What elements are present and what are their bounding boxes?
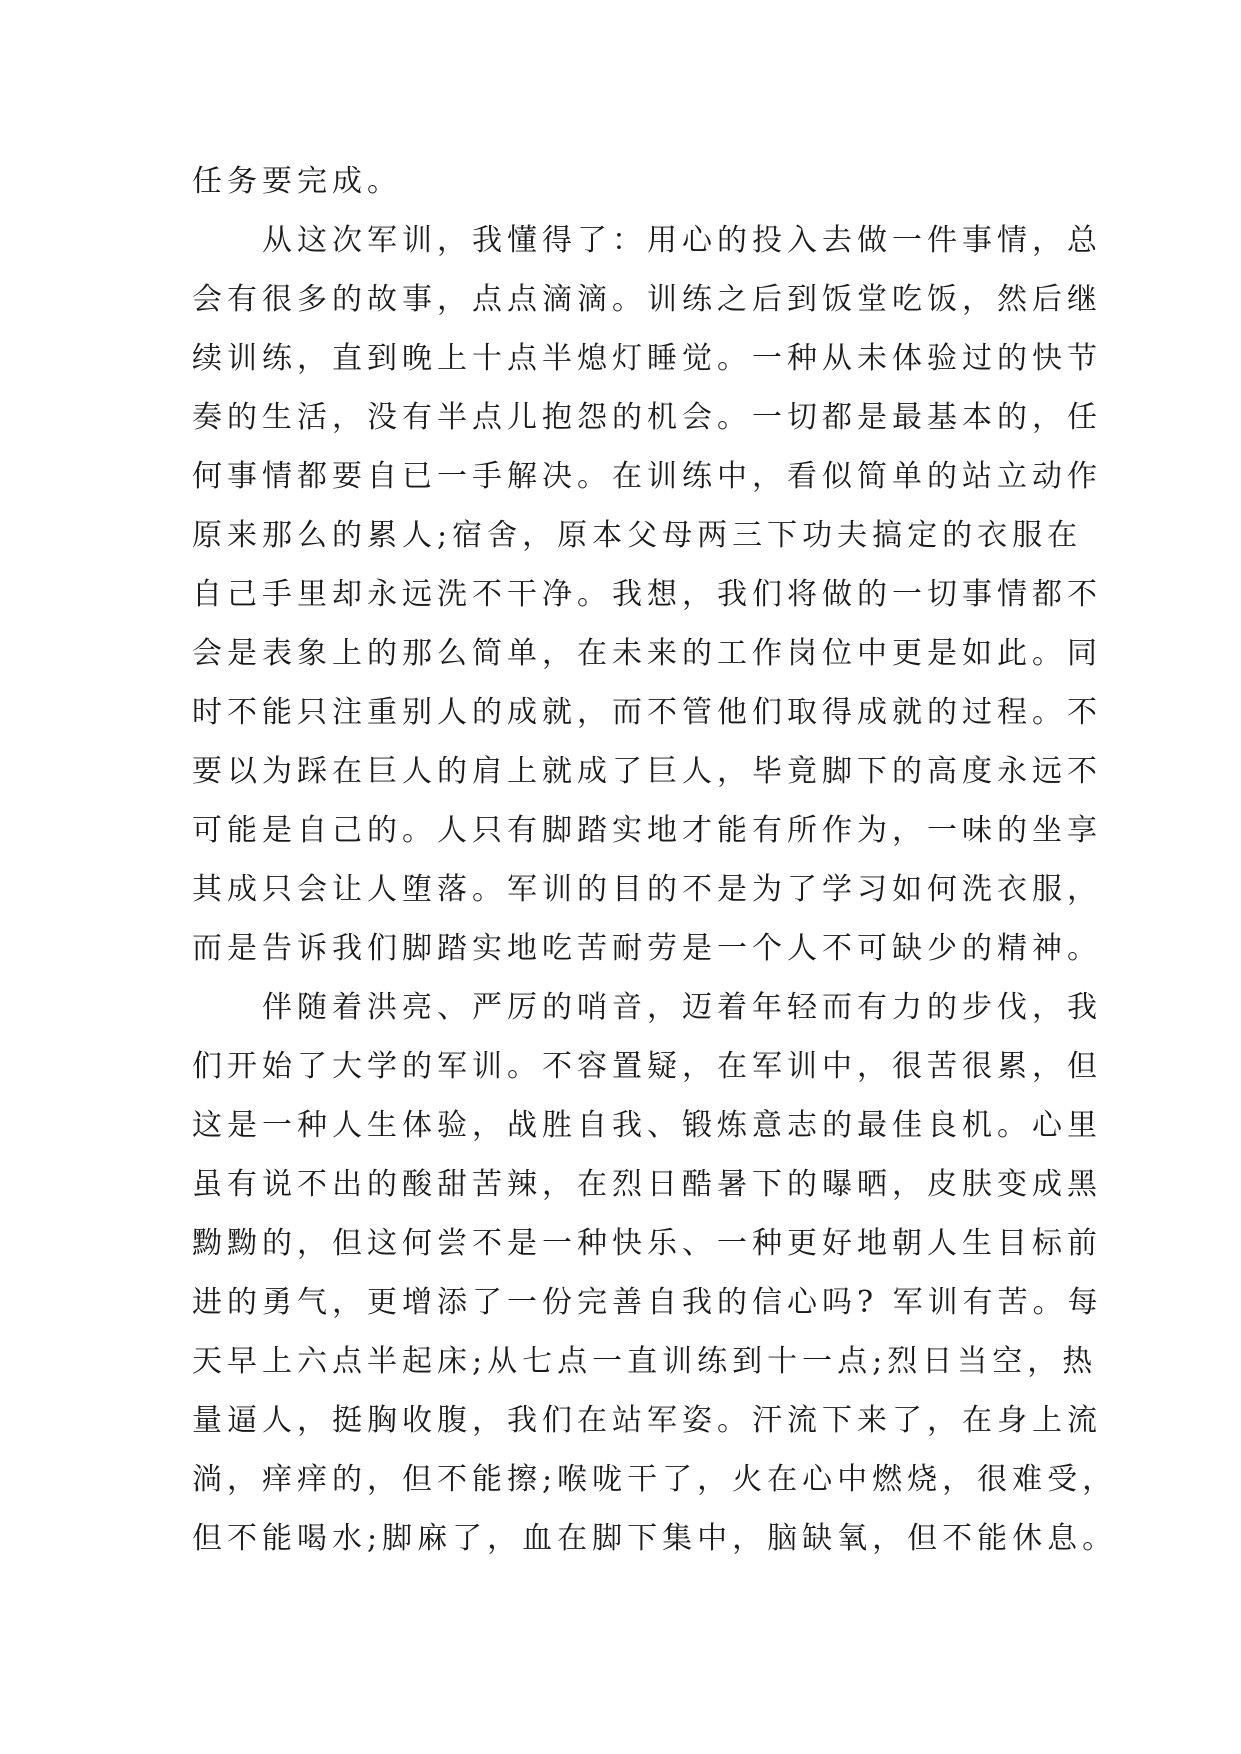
text-line: 会有很多的故事，点点滴滴。训练之后到饭堂吃饭，然后继: [192, 282, 1102, 317]
text-line: 其成只会让人堕落。军训的目的不是为了学习如何洗衣服，: [192, 872, 1102, 907]
text-line: 从这次军训，我懂得了：用心的投入去做一件事情，总: [192, 223, 1102, 258]
text-line: 天早上六点半起床;从七点一直训练到十一点;烈日当空，热: [192, 1344, 1098, 1379]
text-line: 而是告诉我们脚踏实地吃苦耐劳是一个人不可缺少的精神。: [192, 931, 1102, 966]
body-text: [192, 152, 1118, 1568]
text-line: 任务要完成。: [192, 164, 402, 199]
text-line: 黝黝的，但这何尝不是一种快乐、一种更好地朝人生目标前: [192, 1226, 1102, 1261]
text-line: 要以为踩在巨人的肩上就成了巨人，毕竟脚下的高度永远不: [192, 754, 1102, 789]
text-line: 虽有说不出的酸甜苦辣，在烈日酷暑下的曝晒，皮肤变成黑: [192, 1167, 1102, 1202]
text-line: 这是一种人生体验，战胜自我、锻炼意志的最佳良机。心里: [192, 1108, 1102, 1143]
text-line: 量逼人，挺胸收腹，我们在站军姿。汗流下来了，在身上流: [192, 1403, 1102, 1438]
text-line: 可能是自己的。人只有脚踏实地才能有所作为，一味的坐享: [192, 813, 1102, 848]
text-line: 续训练，直到晚上十点半熄灯睡觉。一种从未体验过的快节: [192, 341, 1102, 376]
text-line: 会是表象上的那么简单，在未来的工作岗位中更是如此。同: [192, 636, 1102, 671]
text-line: 但不能喝水;脚麻了，血在脚下集中，脑缺氧，但不能休息。: [192, 1521, 1118, 1556]
text-line: 奏的生活，没有半点儿抱怨的机会。一切都是最基本的，任: [192, 400, 1102, 435]
text-line: 淌，痒痒的，但不能擦;喉咙干了，火在心中燃烧，很难受，: [192, 1462, 1118, 1497]
text-line: 原来那么的累人;宿舍，原本父母两三下功夫搞定的衣服在: [192, 518, 1083, 553]
text-line: 伴随着洪亮、严厉的哨音，迈着年轻而有力的步伐，我: [192, 990, 1102, 1025]
text-line: 何事情都要自已一手解决。在训练中，看似简单的站立动作: [192, 459, 1102, 494]
text-line: 自己手里却永远洗不干净。我想，我们将做的一切事情都不: [192, 577, 1102, 612]
text-line: 进的勇气，更增添了一份完善自我的信心吗? 军训有苦。每: [192, 1285, 1103, 1320]
text-line: 们开始了大学的军训。不容置疑，在军训中，很苦很累，但: [192, 1049, 1102, 1084]
text-line: 时不能只注重别人的成就，而不管他们取得成就的过程。不: [192, 695, 1102, 730]
